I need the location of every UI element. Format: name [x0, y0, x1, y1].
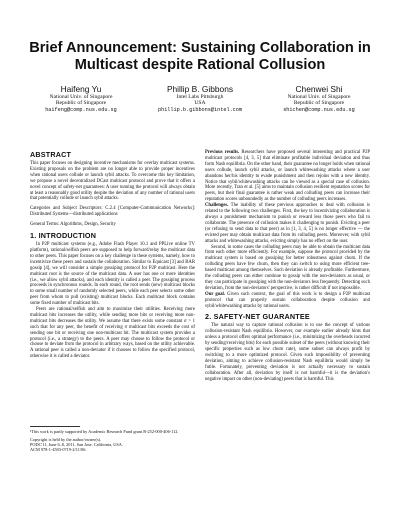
challenges-paragraph-2: Second, in some cases the colluding peers may be able to obtain the multicast data from each other more efficiently. For example, suppose the protocol provided by the multicast system is based on gossiping for better robustness against churn. If the colluding peers have few churn, then they can switch to using more efficient tree-based multicast among themselves. Such deviation is already profitable. Furthermore, the colluding peers can either continue to gossip with the non-deviators as usual, or they can participate in gossiping with the non-deviators less frequently. Detecting such deviation, from the non-deviators' perspective, is rather difficult if not impossible.	[205, 244, 370, 291]
challenges-paragraph	[205, 203, 370, 244]
safety-net-heading: 2. SAFETY-NET GUARANTEE	[205, 312, 310, 322]
goal-text: Given such context, the goal of this work is to design a P2P multicast protocol that can properly sustain collaboration despite collusion and sybil/whitewashing attacks by rational users.	[205, 291, 370, 309]
author-3	[260, 84, 378, 113]
intro-paragraph-1: In P2P multicast systems (e.g., Adobe Flash Player 10.1 and PPLive online TV platform), rational/selfish peers are supposed to help forward/relay the multicast data to other peers. This paper focuses on a key challenge in these systems, namely, how to incentivize these peers and sustain the collaboration. Similar to Equicast [3] and BAR gossip [4], we will consider a simple gossiping protocol for P2P multicast. Here the multicast root is the source of the multicast data. A user has one or more identities (i.e., we allow sybil attacks), and each identity is called a peer. The gossiping process proceeds in synchronous rounds. In each round, the root sends (new) multicast blocks to some small number of randomly selected peers, while each peer selects some other peer from whom to pull (existing) multicast blocks. Each multicast block contains some fixed number of multicast bits.	[30, 242, 195, 307]
conference-line: PODC'11, June 6–8, 2011, San Jose, California, USA.	[30, 442, 123, 448]
copyright-line: Copyright is held by the author/owner(s).	[30, 437, 102, 443]
author-email[interactable]: phillip.b.gibbons@intel.com	[157, 106, 243, 113]
abstract-text: This paper focuses on designing incentive mechanisms for overlay multicast systems. Existing proposals on the problem are no longer able to provide proper incentives when rational users collude or launch sybil attacks. To overcome this key limitation, we propose a novel decentralized DCast multicast protocol and prove that it offers a novel concept of safety-net guarantees: A user running the protocol will always obtain at least a reasonably good utility despite the deviation of any number of rational users that potentially collude or launch sybil attacks.	[30, 161, 195, 202]
author-country: Republic of Singapore	[55, 100, 107, 107]
paper-title	[0, 40, 400, 74]
title-line-1: Brief Announcement: Sustaining Collaboration in	[29, 40, 371, 56]
isbn-line: ACM 978-1-4503-0719-2/11/06.	[30, 447, 87, 453]
right-column	[205, 150, 370, 383]
author-name: Haifeng Yu	[60, 84, 102, 94]
funding-footnote: ¹This work is partly supported by Academic Research Fund grant R-252-000-406-112.	[30, 429, 179, 434]
categories-text: Categories and Subject Descriptors: C.2.4 [Computer-Communication Networks]: Distributed Systems—distributed applications	[30, 206, 195, 218]
author-email[interactable]: haifeng@comp.nus.edu.sg	[45, 106, 117, 113]
author-affiliation: National Univ. of Singapore	[287, 94, 351, 100]
author-country: Republic of Singapore	[293, 100, 345, 107]
author-country: USA	[194, 100, 206, 107]
author-2	[141, 84, 259, 113]
previous-results-text: Researchers have proposed several interesting and practical P2P multicast protocols [4, 3, 5] that eliminate profitable individual deviation and thus form Nash equilibria. On the other hand, their guarantee no longer holds when rational users collude, launch sybil attacks, or launch whitewashing attacks where a user abandons her/his identity to evade punishment and then rejoins with a new identity. Notice that sybil/whitewashing attacks can be viewed as a special case of collusion. More recently, Tran et al. [5] aims to maintain collusion resilient reputation scores for peers, but their final guarantee is rather weak and colluding peers can increase their reputation scores unboundedly as the number of colluding peers increases.	[205, 150, 370, 203]
author-affiliation: Intel Labs Pittsburgh	[176, 94, 224, 100]
author-email[interactable]: shichen@comp.nus.edu.sg	[283, 106, 355, 113]
previous-results-lead: Previous results.	[205, 150, 240, 155]
left-column	[30, 150, 195, 360]
abstract-heading: ABSTRACT	[30, 150, 72, 159]
footnote-block	[30, 426, 195, 452]
goal-lead: Our goal.	[205, 291, 226, 297]
safety-net-paragraph: The natural way to capture rational collusion is to use the concept of various collusion-resistant Nash equilibria. However, our example earlier already hints that unless a protocol offers optimal performance (i.e., minimizing the overheads incurred by sending/receiving bits) for each possible subset of the peers (without knowing their specific properties such as low churn rate), some subset can always profit by switching to a more optimized protocol. Given such impossibility of preventing deviation, aiming to achieve collusion-resistant Nash equilibria would simply be futile. Fortunately, preventing deviation is not actually necessary to sustain collaboration. After all, deviation by itself is not harmful—it is the deviation's negative impact on other (non-deviating) peers that is harmful. This	[205, 323, 370, 382]
author-1	[22, 84, 140, 113]
challenges-text: The inability of these previous approaches to deal with collusion is related to the following two challenges. First, the key to incentivizing collaboration is always a punishment mechanism to punish or reward less those peers who fail to collaborate. The presence of collusion makes it challenging to punish. Evicting a peer (or refusing to send data to that peer) as in [1, 3, 4, 5] is no longer effective — the evicted peer may obtain multicast data from its colluding peers. Moreover, with sybil attacks and whitewashing attacks, evicting simply has no effect on the user.	[205, 203, 370, 244]
author-name: Phillip B. Gibbons	[166, 84, 234, 94]
intro-paragraph-2: Peers are rational/selfish and aim to maximize their utilities. Receiving more multicast bits increases the utility, while sending more bits or receiving more non-multicast bits decreases the utility. We assume that there exists some constant σ > 1 such that for any peer, the benefit of receiving σ multicast bits exceeds the cost of sending one bit or receiving one non-multicast bit. The multicast system provides a protocol (i.e., a strategy) to the peers. A peer may choose to follow the protocol or choose to deviate from the protocol in arbitrary ways, based on the utility achievable. A rational peer is called a non-deviator if it chooses to follow the specified protocol, otherwise it is called a deviator.	[30, 307, 195, 360]
footnote-rule	[30, 426, 80, 427]
author-name: Chenwei Shi	[295, 84, 343, 94]
goal-paragraph	[205, 292, 370, 310]
author-affiliation: National Univ. of Singapore	[49, 94, 113, 100]
author-block	[22, 84, 378, 113]
title-line-2: Multicast despite Rational Collusion	[74, 57, 326, 73]
introduction-heading: 1. INTRODUCTION	[30, 231, 97, 241]
general-terms-text: General Terms: Algorithms, Design, Security	[30, 222, 116, 228]
previous-results-paragraph	[205, 150, 370, 203]
challenges-lead: Challenges.	[205, 203, 229, 209]
